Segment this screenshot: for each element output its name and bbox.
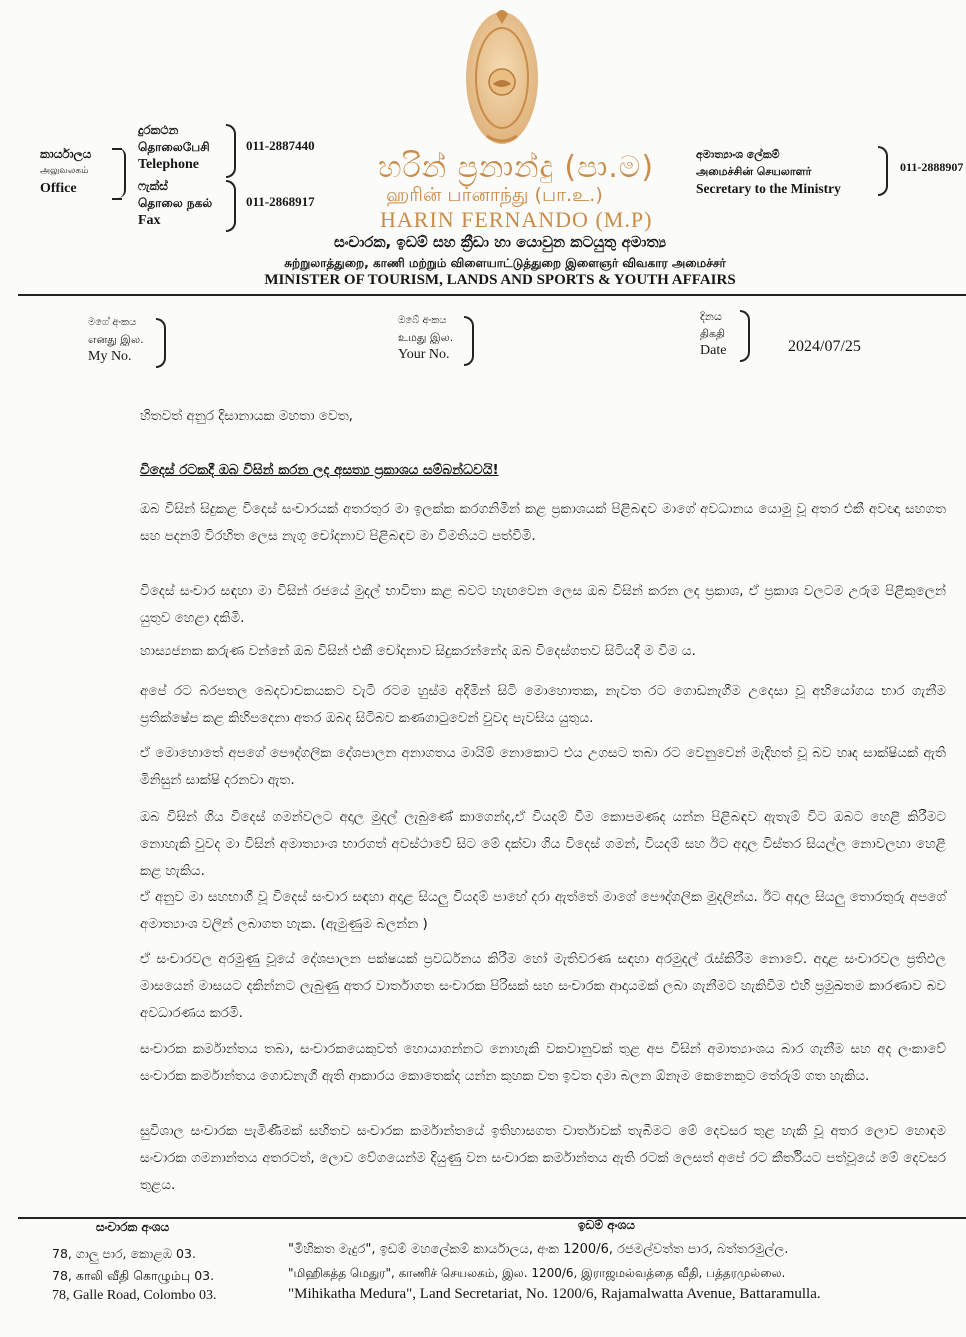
date-brace <box>740 310 750 362</box>
secretary-label: අමාත්‍යාංශ ලේකම් அமைச்சின் செயலாளர் Secretary to the Ministry <box>696 148 841 196</box>
minister-name-tamil: ஹரின் பர்னாந்து (பா.உ.) <box>386 184 603 206</box>
minister-name-english: HARIN FERNANDO (M.P) <box>380 207 653 232</box>
salutation: හිතවත් අනුර දිසානායක මහතා වෙත, <box>140 408 353 424</box>
my-no-label: මගේ අංකය எனது இல. My No. <box>88 317 144 364</box>
my-no-brace <box>156 318 166 368</box>
fax-brace <box>226 180 236 232</box>
minister-name-sinhala: හරින් ප්‍රනාන්දු (පා.ම) <box>378 150 655 185</box>
office-label: කාර්යාලය அலுவலகம் Office <box>40 147 92 196</box>
letterhead <box>0 0 966 300</box>
fax-label: ෆැක්ස් தொலை நகல் Fax <box>138 179 213 228</box>
your-no-label: ඔබේ අංකය உமது இல. Your No. <box>398 315 454 362</box>
your-no-brace <box>464 316 474 366</box>
date-value: 2024/07/25 <box>788 338 861 355</box>
body-paragraph-1: ඔබ විසින් සිදුකළ විදෙස් සංචාරයක් අතරතුර මා ඉලක්ක කරගනිමින් කළ ප්‍රකාශයක් පිළිබඳව මාගේ අවධානය යොමු වූ අතර එකී අවඥා සහගත සහ පදනම් විරහිත ලෙස නැගූ චෝදනාව පිළිබඳව මා විමතියට පත්වීමි. <box>140 501 946 544</box>
subject-line: විදෙස් රටකදී ඔබ විසින් කරන ලද අසත්‍ය ප්‍රකාශය සම්බන්ධවයි! <box>140 462 499 478</box>
secretary-brace <box>878 146 888 196</box>
ministry-title-english: MINISTER OF TOURISM, LANDS AND SPORTS & YOUTH AFFAIRS <box>264 272 736 288</box>
body-paragraph-4: අපේ රට බරපතල බෙදවාචකයකට වැටී රටම හුස්ම අදිමින් සිටි මොහොතක, නැවත රට ගොඩනැගීම උදෙසා වූ අභියෝගය භාර ගැනීම ප්‍රතික්ෂේප කළ කිහිපදෙනා අතර ඔබද සිටිබව කණගාටුවෙන් වුවද පැවසිය යුතුය. <box>140 683 946 726</box>
date-label: දිනය திகதி Date <box>700 310 727 358</box>
tourism-division-label: සංචාරක අංශය <box>96 1220 170 1234</box>
footer-divider <box>18 1217 966 1219</box>
land-address-english: "Mihikatha Medura", Land Secretariat, No. 1200/6, Rajamalwatta Avenue, Battaramulla. <box>288 1286 821 1302</box>
fax-number: 011-2868917 <box>246 194 315 209</box>
telephone-brace <box>226 124 236 178</box>
secretary-phone: 011-2888907 <box>900 160 964 174</box>
body-paragraph-9: සංචාරක කර්මාන්තය තබා, සංචාරකයෙකුවත් හොයාගන්නට නොහැකි වකවානුවක් තුළ අප විසින් අමාත්‍යාංශය බාර ගැනීම සහ අද ලංකාවේ සංචාරක කර්මාන්තය ගොඩනැගී ඇති ආකාරය කොතෙක්ද යන්න කුහක වත ඉවත දමා බලන ඕනෑම කෙනෙකුට තේරුම් ගත හැකිය. <box>140 1041 946 1084</box>
ministry-title-tamil: சுற்றுலாத்துறை, காணி மற்றும் விளையாட்டுத்துறை இளைஞர் விவகார அமைச்சர் <box>284 256 726 270</box>
body-paragraph-3: හාස්‍යජනක කරුණ වන්නේ ඔබ විසින් එකී චෝදනාව සිදුකරන්නේද ඔබ විදෙස්ගතව සිටියදී ම වීම ය. <box>140 643 696 659</box>
header-divider <box>18 294 966 296</box>
body-paragraph-6: ඔබ විසින් ගිය විදෙස් ගමන්වලට අදාල මුදල් ලැබුණේ කාගෙන්ද,ඒ වියදම් වීම කොපමණද යන්න පිළිබඳව ඇතැම් විට ඔබට හෙළි කිරීමට නොහැකි වුවද මා විසින් අමාත්‍යාංශ භාරගත් අවස්ථාවේ සිට මේ දක්වා ගිය විදෙස් ගමන්, වියදම් සහ ඊට අදාල විස්තර සියල්ල නොවලහා හෙළි කළ හැකිය. <box>140 809 946 879</box>
tourism-address-english: 78, Galle Road, Colombo 03. <box>52 1288 217 1303</box>
tourism-address-sinhala: 78, ගාලු පාර, කොළඹ 03. <box>52 1246 196 1261</box>
body-paragraph-2: විදෙස් සංචාර සඳහා මා විසින් රජයේ මුදල් භාවිතා කළ බවට හැඟවෙන ලෙස ඔබ විසින් කරන ලද ප්‍රකාශ, ඒ ප්‍රකාශ වලටම උරුම පිළිකුලෙන් යුතුව හෙළා දකිමි. <box>140 583 946 626</box>
body-paragraph-7: ඒ අනුව මා සහභාගී වූ විදෙස් සංචාර සඳහා අදාළ සියලු වියදම් පාහේ දරා ඇත්තේ මාගේ පෞද්ගලික මුදලින්ය. ඊට අදාල සියලු තොරතුරු අපගේ අමාත්‍යාංශ වලින් ලබාගත හැක. (ඇමුණුම බලන්න ) <box>140 889 946 932</box>
land-division-label: ඉඩම් අංශය <box>578 1218 635 1232</box>
body-paragraph-10: සුවිශාල සංචාරක පැමිණීමක් සහිතව සංචාරක කර්මාන්තයේ ඉතිහාසගත වාර්තාවක් තැබීමට මේ දෙවසර තුළ හැකි වූ අතර ලොව හොඳම සංචාරක ගමනාන්තය අතරටත්, ලොව වේගයෙන්ම දියුණු වන සංචාරක කර්මාන්තය ඇති රටක් ලෙසත් අපේ රට කීර්තියට පත්වූයේ මේ දෙවසර තුළය. <box>140 1123 946 1193</box>
land-address-tamil: "மிஹிகத்த மெதுர", காணிச் செயலகம், இல. 1200/6, இராஜமல்வத்தை வீதி, பத்தரமுல்லை. <box>288 1266 786 1280</box>
sri-lanka-emblem-icon <box>463 6 541 154</box>
telephone-number: 011-2887440 <box>246 138 315 153</box>
telephone-label: දුරකථන தொலைபேசி Telephone <box>138 123 210 172</box>
land-address-sinhala: "මිහිකත මැදුර", ඉඩම් මහලේකම් කාර්යාලය, අංක 1200/6, රජමල්වත්ත පාර, බත්තරමුල්ල. <box>288 1242 789 1257</box>
body-paragraph-5: ඒ මොහොතේ අපගේ පෞද්ගලික දේශපාලන අනාගතය මායිම් නොකොට එය උගසට තබා රට වෙනුවෙන් මැදිහත් වූ බව හෘද සාක්ෂියක් ඇති මිනිසුන් සාක්ෂි දරනවා ඇත. <box>140 745 946 788</box>
ministry-title-sinhala: සංචාරක, ඉඩම් සහ ක්‍රීඩා හා යොවුන කටයුතු අමාත්‍ය <box>333 233 667 251</box>
tourism-address-tamil: 78, காலி வீதி கொழும்பு 03. <box>52 1268 215 1283</box>
body-paragraph-8: ඒ සංචාරවල අරමුණු වූයේ දේශපාලන පක්ෂයක් ප්‍රවර්ධනය කිරීම හෝ මැතිවරණ සඳහා අරමුදල් රැස්කිරීම නොවේ. අදාළ සංචාරවල ප්‍රතිඵල මාසයෙන් මාසයට දකින්නට ලැබුණු අතර වාර්තාගත සංචාරක පිරිසක් සහ සංචාරක ආදායමක් ලබා ගැනීමට හැකිවීම එහි ප්‍රමුඛතම කාරණාව බව අවධාරණය කරමි. <box>140 951 946 1021</box>
office-brace-left <box>118 148 126 198</box>
